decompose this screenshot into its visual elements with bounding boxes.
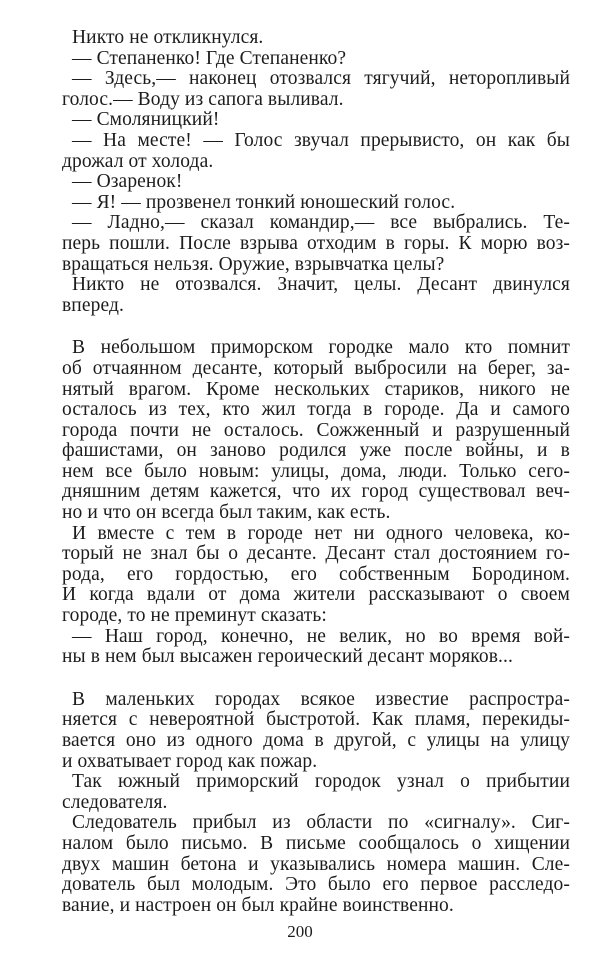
- text-line: Никто не отозвался. Значит, целы. Десант двинулся: [72, 274, 570, 296]
- text-line: дователь был молодым. Это было его первое расследо-: [62, 874, 570, 896]
- text-line: И вместе с тем в городе нет ни одного человека, ко-: [72, 522, 570, 544]
- text-line: вперед.: [62, 294, 124, 316]
- text-line: — На месте! — Голос звучал прерывисто, он как бы: [72, 129, 570, 151]
- text-line: двух машин бетона и указывались номера машин. Сле-: [62, 853, 570, 875]
- text-line: И когда вдали от дома жители рассказывают о своем: [62, 584, 570, 606]
- text-line: — Озаренок!: [72, 171, 183, 193]
- text-line: и охватывает город как пожар.: [62, 750, 318, 772]
- page-number: 200: [287, 922, 313, 941]
- text-line: — Ладно,— сказал командир,— все выбрались. Те-: [72, 212, 570, 234]
- text-line: В небольшом приморском городке мало кто помнит: [72, 337, 570, 359]
- text-line: дрожал от холода.: [62, 150, 214, 172]
- book-page: [62, 28, 570, 916]
- section-gap: [62, 316, 570, 338]
- text-line: голос.— Воду из сапога выливал.: [62, 88, 344, 110]
- text-line: вращаться нельзя. Оружие, взрывчатка целы?: [62, 253, 445, 275]
- text-line: — Степаненко! Где Степаненко?: [72, 47, 347, 69]
- text-line: об отчаянном десанте, который выбросили на берег, за-: [62, 357, 570, 379]
- text-line: В маленьких городах всякое известие распростра-: [72, 688, 570, 710]
- text-line: перь пошли. После взрыва отходим в горы. К морю воз-: [62, 232, 570, 254]
- text-line: — Здесь,— наконец отозвался тягучий, неторопливый: [72, 68, 570, 90]
- text-line: городе, то не преминут сказать:: [62, 605, 327, 627]
- text-line: осталось из тех, кто жил тогда в городе. Да и самого: [62, 399, 570, 421]
- text-line: рода, его гордостью, его собственным Бородином.: [62, 563, 570, 585]
- text-line: вание, и настроен он был крайне воинственно.: [62, 894, 454, 916]
- text-line: нятый врагом. Кроме нескольких стариков, никого не: [62, 378, 570, 400]
- text-line: — Я! — прозвенел тонкий юношеский голос.: [72, 191, 456, 213]
- section-gap: [62, 668, 570, 690]
- text-line: следователя.: [62, 791, 168, 813]
- text-line: фашистами, он заново родился уже после войны, и в: [62, 440, 570, 462]
- text-line: ны в нем был высажен героический десант моряков...: [62, 646, 513, 668]
- narrative-section: [62, 690, 570, 917]
- text-line: нем все было новым: улицы, дома, люди. Только сего-: [62, 460, 570, 482]
- narrative-section: [62, 338, 570, 668]
- text-line: Никто не откликнулся.: [72, 27, 264, 48]
- text-line: вается оно из одного дома в другой, с улицы на улицу: [62, 730, 570, 751]
- dialogue-section: [62, 28, 570, 316]
- text-line: Следователь прибыл из области по «сигналу». Сиг-: [72, 812, 570, 834]
- text-line: дняшним детям кажется, что их город существовал веч-: [62, 481, 570, 503]
- text-line: налом было письмо. В письме сообщалось о хищении: [62, 832, 570, 854]
- text-line: — Наш город, конечно, не велик, но во время вой-: [72, 625, 570, 647]
- text-line: Так южный приморский городок узнал о прибытии: [72, 771, 570, 793]
- text-line: няется с невероятной быстротой. Как пламя, перекиды-: [62, 709, 570, 731]
- text-line: города почти не осталось. Сожженный и разрушенный: [62, 419, 570, 441]
- text-line: — Смоляницкий!: [72, 109, 220, 131]
- text-line: торый не знал бы о десанте. Десант стал достоянием го-: [62, 543, 570, 565]
- text-line: но и что он всегда был таким, как есть.: [62, 502, 391, 524]
